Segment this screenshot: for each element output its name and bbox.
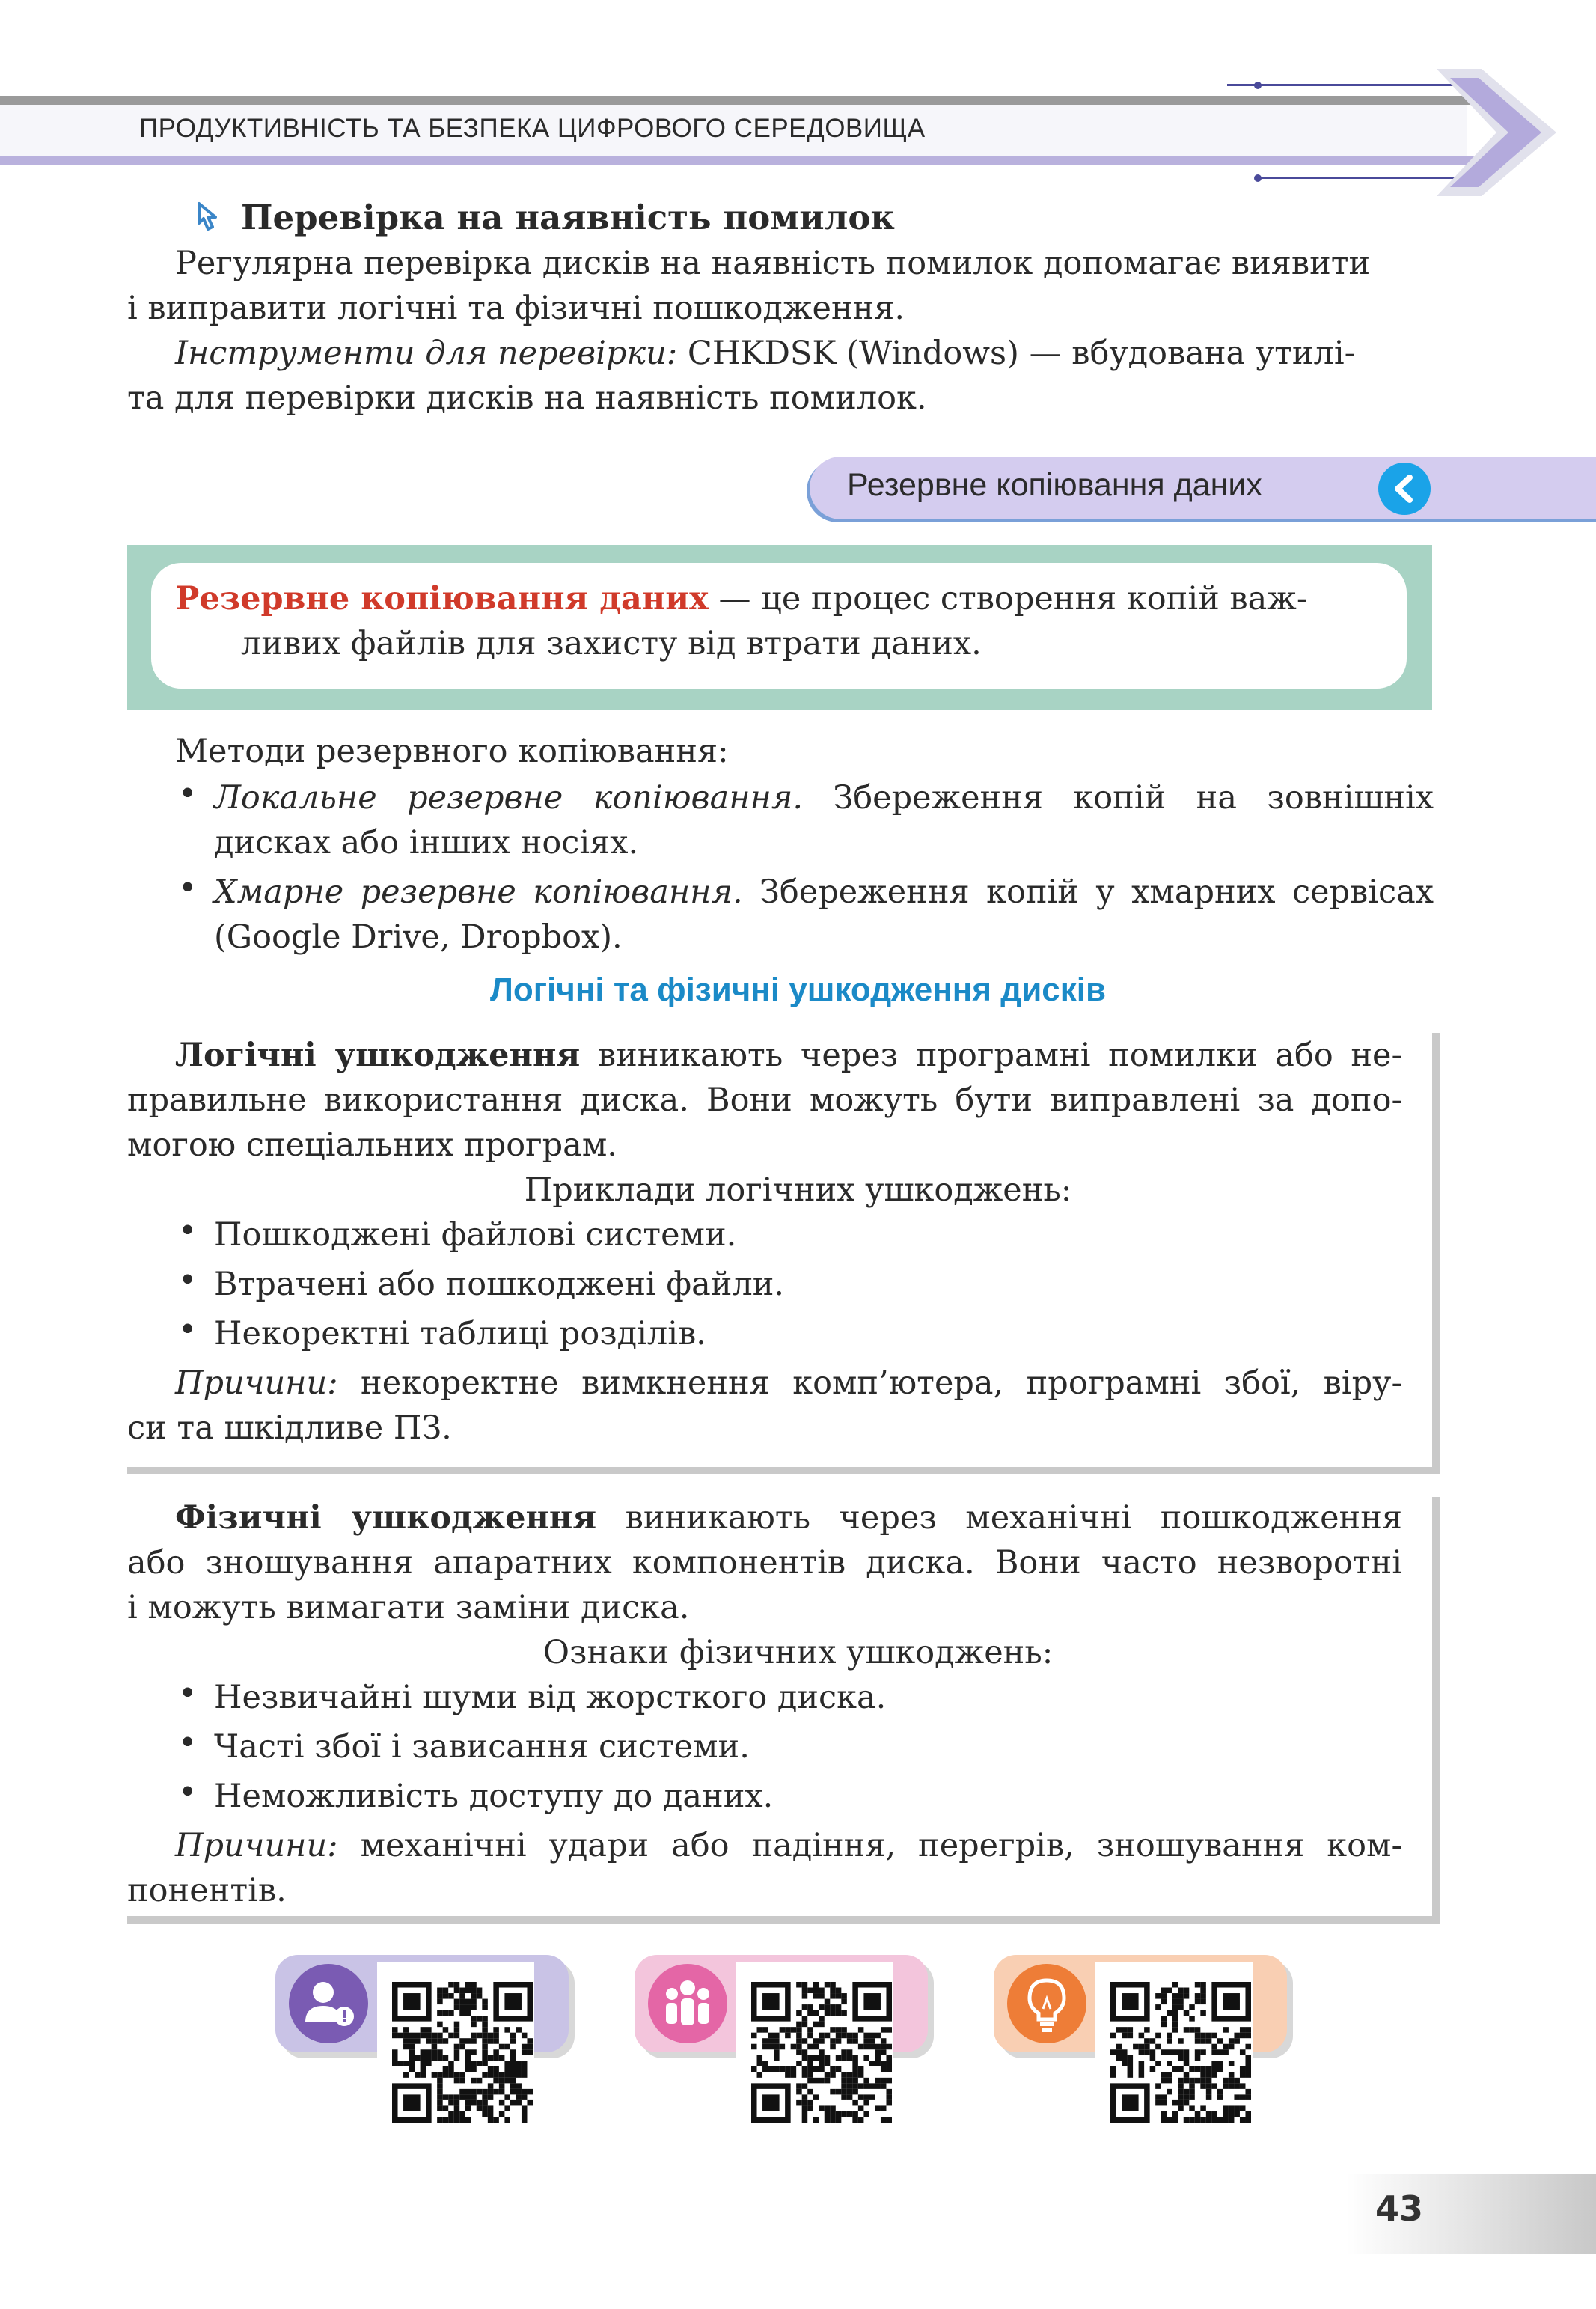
bullet: •: [178, 1311, 198, 1349]
header-deco-line: [1227, 84, 1467, 86]
list-item: [214, 870, 1434, 915]
list-item: Втрачені або пошкоджені файли.: [214, 1266, 785, 1303]
methods-intro: Методи резервного копіювання:: [175, 733, 729, 770]
header-arrow-icon: [1437, 69, 1556, 196]
list-item: Неможливість доступу до даних.: [214, 1778, 774, 1815]
header-deco-dot: [1254, 174, 1262, 182]
definition-line: — це процес створення копій важ-: [708, 580, 1308, 617]
paragraph-line: і виправити логічні та фізичні пошкодження.: [127, 290, 905, 327]
group-icon: [648, 1964, 727, 2043]
list-item: Пошкоджені файлові системи.: [214, 1216, 737, 1254]
header-line-top: [0, 96, 1496, 105]
causes-line: [175, 1361, 1402, 1406]
qr-code-icon[interactable]: [1110, 1982, 1251, 2123]
physical-term: Фізичні ушкодження: [175, 1499, 597, 1537]
paragraph-line: [175, 1033, 1402, 1078]
paragraph-line: Регулярна перевірка дисків на наявність помилок допомагає виявити: [175, 245, 1371, 282]
paragraph-line: та для перевірки дисків на наявність помилок.: [127, 379, 927, 417]
causes-line: понентів.: [127, 1872, 287, 1909]
list-item-text: Збереження копій у хмарних сервісах: [742, 873, 1434, 911]
bullet: •: [178, 1774, 198, 1811]
definition-line: ливих файлів для захисту від втрати даних.: [241, 625, 982, 662]
paragraph-line: могою спеціальних програм.: [127, 1126, 617, 1164]
bullet: •: [178, 1724, 198, 1762]
user-alert-icon: [289, 1964, 368, 2043]
list-item-text: Збереження копій на зовнішніх: [803, 779, 1434, 817]
bullet: •: [178, 1262, 198, 1299]
lightbulb-icon: [1007, 1964, 1086, 2043]
causes-label: Причини:: [175, 1364, 338, 1402]
bullet: •: [178, 775, 198, 813]
paragraph-text: виникають через механічні пошкодження: [596, 1499, 1403, 1537]
list-item-term: Хмарне резервне копіювання.: [214, 873, 743, 911]
paragraph-text: виникають через програмні помилки або не-: [580, 1037, 1403, 1074]
damage-heading: Логічні та фізичні ушкодження дисків: [489, 972, 1107, 1008]
logical-term: Логічні ушкодження: [175, 1037, 581, 1074]
list-item: Незвичайні шуми від жорсткого диска.: [214, 1679, 887, 1716]
causes-label: Причини:: [175, 1827, 338, 1864]
paragraph-line: або зношування апаратних компонентів диска. Вони часто незворотні: [127, 1544, 1402, 1581]
paragraph-line: [175, 1495, 1402, 1540]
arrow-pointer-icon: [193, 201, 230, 238]
causes-line: си та шкідливе ПЗ.: [127, 1409, 452, 1447]
page-number: 43: [1375, 2188, 1424, 2229]
chevron-left-icon: [1378, 463, 1431, 515]
section-tag-label: Резервне копіювання даних: [847, 467, 1262, 503]
signs-title: Ознаки фізичних ушкоджень:: [542, 1634, 1054, 1671]
italic-label: Інструменти для перевірки:: [175, 335, 678, 372]
causes-text: механічні удари або падіння, перегрів, зношування ком-: [337, 1827, 1402, 1864]
chevron-left-button[interactable]: [1378, 463, 1431, 515]
list-item: Некоректні таблиці розділів.: [214, 1315, 706, 1352]
examples-title: Приклади логічних ушкоджень:: [524, 1171, 1072, 1209]
list-item-term: Локальне резервне копіювання.: [214, 779, 804, 817]
list-item-cont: (Google Drive, Dropbox).: [214, 918, 623, 956]
header-deco-dot: [1254, 82, 1262, 89]
paragraph-line: і можуть вимагати заміни диска.: [127, 1589, 690, 1626]
qr-code-icon[interactable]: [751, 1982, 892, 2123]
header-deco-line: [1257, 177, 1467, 179]
causes-text: некоректне вимкнення комп’ютера, програмні збої, віру-: [337, 1364, 1402, 1402]
paragraph-text: CHKDSK (Windows) — вбудована утилі-: [677, 335, 1356, 372]
qr-code-icon[interactable]: [392, 1982, 533, 2123]
header-title: ПРОДУКТИВНІСТЬ ТА БЕЗПЕКА ЦИФРОВОГО СЕРЕДОВИЩА: [139, 114, 926, 143]
list-item-cont: дисках або інших носіях.: [214, 824, 639, 861]
list-item: Часті збої і зависання системи.: [214, 1728, 750, 1766]
definition-text: [175, 576, 1395, 666]
bullet: •: [178, 870, 198, 907]
bullet: •: [178, 1213, 198, 1250]
paragraph-line: [175, 331, 1355, 376]
definition-term: Резервне копіювання даних: [175, 580, 709, 617]
bullet: •: [178, 1675, 198, 1712]
causes-line: [175, 1823, 1402, 1868]
list-item: [214, 775, 1434, 820]
header-line-bottom: [0, 156, 1489, 165]
paragraph-line: правильне використання диска. Вони можуть бути виправлені за допо-: [127, 1082, 1402, 1119]
section-heading-check: Перевірка на наявність помилок: [241, 198, 895, 237]
